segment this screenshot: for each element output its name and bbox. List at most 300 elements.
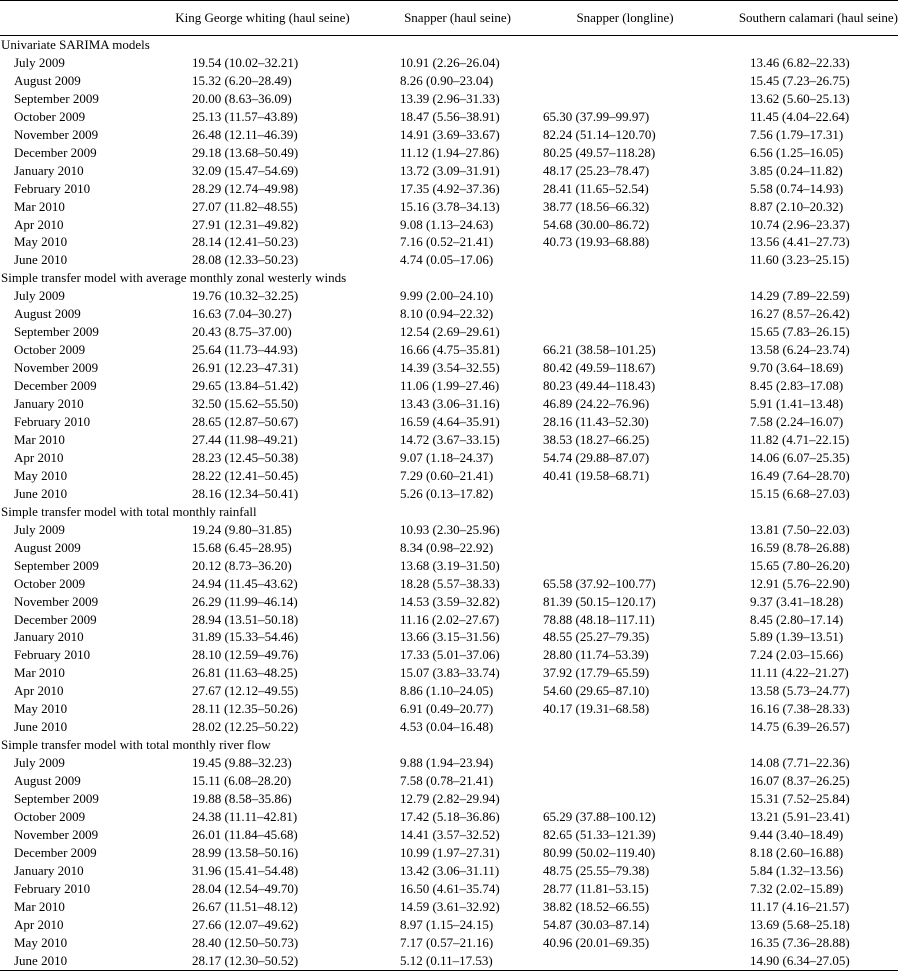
- snapper-longline-cell: 40.96 (20.01–69.35): [543, 934, 650, 950]
- table-row: [0, 485, 898, 503]
- king-george-whiting-cell: 28.11 (12.35–50.26): [192, 701, 298, 717]
- snapper-longline-cell: [540, 521, 710, 539]
- snapper-haul-seine-cell: 16.59 (4.64–35.91): [400, 414, 500, 430]
- king-george-whiting-cell: 28.94 (13.51–50.18): [192, 611, 299, 627]
- period-cell: Apr 2010: [14, 916, 64, 932]
- section-sarima: [0, 36, 898, 54]
- snapper-haul-seine-cell: 17.35 (4.92–37.36): [400, 180, 500, 196]
- southern-calamari-cell: 5.58 (0.74–14.93): [750, 180, 844, 196]
- snapper-longline-cell: 54.60 (29.65–87.10): [543, 683, 650, 699]
- southern-calamari-cell: 11.17 (4.16–21.57): [750, 898, 850, 914]
- period-cell: June 2010: [14, 952, 68, 968]
- snapper-longline-cell: [540, 485, 710, 503]
- snapper-haul-seine-cell: 18.47 (5.56–38.91): [400, 108, 500, 124]
- period-cell: October 2009: [14, 575, 86, 591]
- table-body: [0, 36, 898, 971]
- table-row: [0, 700, 898, 718]
- table-row: [0, 395, 898, 413]
- southern-calamari-cell: 9.37 (3.41–18.28): [750, 593, 844, 609]
- snapper-longline-cell: [540, 54, 710, 72]
- table-row: [0, 952, 898, 970]
- southern-calamari-cell: 14.06 (6.07–25.35): [750, 449, 850, 465]
- snapper-haul-seine-cell: 4.53 (0.04–16.48): [400, 719, 494, 735]
- snapper-longline-cell: 40.17 (19.31–68.58): [543, 701, 650, 717]
- snapper-longline-cell: [540, 90, 710, 108]
- snapper-haul-seine-cell: 10.93 (2.30–25.96): [400, 521, 500, 537]
- southern-calamari-cell: 9.44 (3.40–18.49): [750, 826, 844, 842]
- king-george-whiting-cell: 19.76 (10.32–32.25): [192, 288, 299, 304]
- snapper-haul-seine-cell: 7.17 (0.57–21.16): [400, 934, 494, 950]
- period-cell: November 2009: [14, 360, 99, 376]
- section-river-flow: [0, 736, 898, 754]
- table-row: [0, 611, 898, 629]
- snapper-haul-seine-cell: 8.10 (0.94–22.32): [400, 306, 494, 322]
- southern-calamari-cell: 14.90 (6.34–27.05): [750, 952, 850, 968]
- period-cell: Apr 2010: [14, 683, 64, 699]
- table-row: [0, 413, 898, 431]
- southern-calamari-cell: 11.82 (4.71–22.15): [750, 431, 850, 447]
- snapper-longline-cell: [540, 754, 710, 772]
- snapper-longline-cell: 65.58 (37.92–100.77): [543, 575, 656, 591]
- southern-calamari-cell: 16.59 (8.78–26.88): [750, 539, 850, 555]
- king-george-whiting-cell: 27.07 (11.82–48.55): [192, 198, 298, 214]
- southern-calamari-cell: 9.70 (3.64–18.69): [750, 360, 844, 376]
- snapper-haul-seine-cell: 7.58 (0.78–21.41): [400, 773, 494, 789]
- table-row: [0, 826, 898, 844]
- snapper-longline-cell: 80.42 (49.59–118.67): [543, 360, 656, 376]
- snapper-longline-cell: 66.21 (38.58–101.25): [543, 342, 656, 358]
- snapper-haul-seine-cell: 9.99 (2.00–24.10): [400, 288, 494, 304]
- period-cell: May 2010: [14, 701, 68, 717]
- king-george-whiting-cell: 26.81 (11.63–48.25): [192, 665, 298, 681]
- southern-calamari-cell: 16.07 (8.37–26.25): [750, 773, 850, 789]
- snapper-haul-seine-cell: 8.26 (0.90–23.04): [400, 72, 494, 88]
- king-george-whiting-cell: 29.18 (13.68–50.49): [192, 144, 299, 160]
- snapper-longline-cell: [540, 305, 710, 323]
- snapper-longline-cell: 46.89 (24.22–76.96): [543, 396, 650, 412]
- snapper-longline-cell: [540, 323, 710, 341]
- period-cell: October 2009: [14, 108, 86, 124]
- king-george-whiting-cell: 15.11 (6.08–28.20): [192, 773, 292, 789]
- snapper-haul-seine-cell: 9.07 (1.18–24.37): [400, 449, 494, 465]
- snapper-longline-cell: [540, 557, 710, 575]
- table-row: [0, 754, 898, 772]
- southern-calamari-cell: 5.84 (1.32–13.56): [750, 862, 844, 878]
- king-george-whiting-cell: 24.38 (11.11–42.81): [192, 808, 298, 824]
- king-george-whiting-cell: 28.16 (12.34–50.41): [192, 485, 299, 501]
- snapper-longline-cell: 40.73 (19.93–68.88): [543, 234, 650, 250]
- snapper-longline-cell: 40.41 (19.58–68.71): [543, 467, 650, 483]
- king-george-whiting-cell: 19.45 (9.88–32.23): [192, 755, 292, 771]
- king-george-whiting-cell: 25.64 (11.73–44.93): [192, 342, 298, 358]
- snapper-haul-seine-cell: 13.66 (3.15–31.56): [400, 629, 500, 645]
- snapper-longline-cell: 80.25 (49.57–118.28): [543, 144, 656, 160]
- snapper-haul-seine-cell: 9.88 (1.94–23.94): [400, 755, 494, 771]
- table-row: [0, 180, 898, 198]
- period-cell: Apr 2010: [14, 449, 64, 465]
- snapper-longline-cell: 65.30 (37.99–99.97): [543, 108, 650, 124]
- section-westerly-winds: [0, 269, 898, 287]
- table-row: [0, 377, 898, 395]
- southern-calamari-cell: 15.15 (6.68–27.03): [750, 485, 850, 501]
- snapper-longline-cell: 38.53 (18.27–66.25): [543, 431, 650, 447]
- southern-calamari-cell: 3.85 (0.24–11.82): [750, 162, 843, 178]
- snapper-haul-seine-cell: 14.72 (3.67–33.15): [400, 431, 500, 447]
- table-row: [0, 718, 898, 736]
- snapper-haul-seine-cell: 11.16 (2.02–27.67): [400, 611, 500, 627]
- snapper-longline-cell: [540, 790, 710, 808]
- header-southern-calamari: Southern calamari (haul seine): [738, 10, 898, 25]
- king-george-whiting-cell: 28.22 (12.41–50.45): [192, 467, 299, 483]
- section-rainfall: [0, 503, 898, 521]
- snapper-haul-seine-cell: 18.28 (5.57–38.33): [400, 575, 500, 591]
- southern-calamari-cell: 10.74 (2.96–23.37): [750, 216, 850, 232]
- snapper-haul-seine-cell: 12.54 (2.69–29.61): [400, 324, 500, 340]
- period-cell: January 2010: [14, 162, 84, 178]
- southern-calamari-cell: 13.21 (5.91–23.41): [750, 808, 850, 824]
- king-george-whiting-cell: 27.67 (12.12–49.55): [192, 683, 299, 699]
- snapper-longline-cell: [540, 772, 710, 790]
- southern-calamari-cell: 5.91 (1.41–13.48): [750, 396, 844, 412]
- king-george-whiting-cell: 28.08 (12.33–50.23): [192, 252, 299, 268]
- snapper-longline-cell: 28.80 (11.74–53.39): [543, 647, 649, 663]
- table-row: [0, 341, 898, 359]
- period-cell: July 2009: [14, 288, 65, 304]
- southern-calamari-cell: 8.45 (2.80–17.14): [750, 611, 844, 627]
- period-cell: October 2009: [14, 808, 86, 824]
- table-row: [0, 144, 898, 162]
- king-george-whiting-cell: 24.94 (11.45–43.62): [192, 575, 298, 591]
- king-george-whiting-cell: 26.48 (12.11–46.39): [192, 126, 298, 142]
- table-row: [0, 772, 898, 790]
- snapper-haul-seine-cell: 14.39 (3.54–32.55): [400, 360, 500, 376]
- snapper-longline-cell: 82.65 (51.33–121.39): [543, 826, 656, 842]
- snapper-haul-seine-cell: 14.91 (3.69–33.67): [400, 126, 500, 142]
- snapper-haul-seine-cell: 14.59 (3.61–32.92): [400, 898, 500, 914]
- snapper-longline-cell: 65.29 (37.88–100.12): [543, 808, 656, 824]
- snapper-longline-cell: 28.77 (11.81–53.15): [543, 880, 649, 896]
- king-george-whiting-cell: 20.12 (8.73–36.20): [192, 557, 292, 573]
- snapper-haul-seine-cell: 12.79 (2.82–29.94): [400, 791, 500, 807]
- table-row: [0, 305, 898, 323]
- king-george-whiting-cell: 27.44 (11.98–49.21): [192, 431, 298, 447]
- table-row: [0, 557, 898, 575]
- table-row: [0, 251, 898, 269]
- southern-calamari-cell: 15.65 (7.83–26.15): [750, 324, 850, 340]
- table-row: [0, 90, 898, 108]
- period-cell: August 2009: [14, 773, 81, 789]
- table-row: [0, 916, 898, 934]
- period-cell: November 2009: [14, 826, 99, 842]
- king-george-whiting-cell: 27.91 (12.31–49.82): [192, 216, 299, 232]
- table-row: [0, 359, 898, 377]
- king-george-whiting-cell: 32.09 (15.47–54.69): [192, 162, 299, 178]
- header-row: [0, 1, 898, 36]
- period-cell: December 2009: [14, 144, 97, 160]
- table-row: [0, 664, 898, 682]
- southern-calamari-cell: 15.65 (7.80–26.20): [750, 557, 850, 573]
- table-row: [0, 844, 898, 862]
- period-cell: August 2009: [14, 539, 81, 555]
- southern-calamari-cell: 7.32 (2.02–15.89): [750, 880, 844, 896]
- table-row: [0, 646, 898, 664]
- period-cell: February 2010: [14, 180, 91, 196]
- table-row: [0, 862, 898, 880]
- snapper-haul-seine-cell: 14.41 (3.57–32.52): [400, 826, 500, 842]
- table-row: [0, 126, 898, 144]
- southern-calamari-cell: 14.75 (6.39–26.57): [750, 719, 850, 735]
- southern-calamari-cell: 7.24 (2.03–15.66): [750, 647, 844, 663]
- king-george-whiting-cell: 16.63 (7.04–30.27): [192, 306, 292, 322]
- snapper-longline-cell: [540, 72, 710, 90]
- period-cell: December 2009: [14, 378, 97, 394]
- king-george-whiting-cell: 28.14 (12.41–50.23): [192, 234, 299, 250]
- snapper-haul-seine-cell: 14.53 (3.59–32.82): [400, 593, 500, 609]
- snapper-haul-seine-cell: 11.12 (1.94–27.86): [400, 144, 500, 160]
- period-cell: June 2010: [14, 719, 68, 735]
- southern-calamari-cell: 13.58 (6.24–23.74): [750, 342, 850, 358]
- snapper-longline-cell: 54.68 (30.00–86.72): [543, 216, 650, 232]
- snapper-longline-cell: 38.77 (18.56–66.32): [543, 198, 650, 214]
- snapper-haul-seine-cell: 13.42 (3.06–31.11): [400, 862, 500, 878]
- table-row: [0, 431, 898, 449]
- king-george-whiting-cell: 28.23 (12.45–50.38): [192, 449, 299, 465]
- southern-calamari-cell: 16.35 (7.36–28.88): [750, 934, 850, 950]
- table-row: [0, 216, 898, 234]
- snapper-longline-cell: 37.92 (17.79–65.59): [543, 665, 650, 681]
- southern-calamari-cell: 7.56 (1.79–17.31): [750, 126, 844, 142]
- period-cell: July 2009: [14, 755, 65, 771]
- snapper-longline-cell: 48.75 (25.55–79.38): [543, 862, 650, 878]
- period-cell: September 2009: [14, 791, 99, 807]
- section-title: Simple transfer model with average monthly zonal westerly winds: [1, 270, 347, 286]
- king-george-whiting-cell: 29.65 (13.84–51.42): [192, 378, 299, 394]
- southern-calamari-cell: 13.69 (5.68–25.18): [750, 916, 850, 932]
- snapper-haul-seine-cell: 6.91 (0.49–20.77): [400, 701, 494, 717]
- table-row: [0, 323, 898, 341]
- period-cell: May 2010: [14, 934, 68, 950]
- snapper-haul-seine-cell: 5.12 (0.11–17.53): [400, 952, 493, 968]
- king-george-whiting-cell: 19.54 (10.02–32.21): [192, 54, 299, 70]
- table-row: [0, 898, 898, 916]
- snapper-haul-seine-cell: 5.26 (0.13–17.82): [400, 485, 494, 501]
- period-cell: Apr 2010: [14, 216, 64, 232]
- snapper-haul-seine-cell: 16.50 (4.61–35.74): [400, 880, 500, 896]
- period-cell: Mar 2010: [14, 431, 65, 447]
- king-george-whiting-cell: 20.43 (8.75–37.00): [192, 324, 292, 340]
- table-row: [0, 467, 898, 485]
- southern-calamari-cell: 7.58 (2.24–16.07): [750, 414, 844, 430]
- table-row: [0, 72, 898, 90]
- southern-calamari-cell: 13.58 (5.73–24.77): [750, 683, 850, 699]
- king-george-whiting-cell: 19.24 (9.80–31.85): [192, 521, 292, 537]
- snapper-longline-cell: 82.24 (51.14–120.70): [543, 126, 656, 142]
- snapper-longline-cell: 48.17 (25.23–78.47): [543, 162, 650, 178]
- snapper-haul-seine-cell: 16.66 (4.75–35.81): [400, 342, 500, 358]
- snapper-haul-seine-cell: 13.68 (3.19–31.50): [400, 557, 500, 573]
- southern-calamari-cell: 11.45 (4.04–22.64): [750, 108, 850, 124]
- king-george-whiting-cell: 28.99 (13.58–50.16): [192, 844, 299, 860]
- king-george-whiting-cell: 28.40 (12.50–50.73): [192, 934, 299, 950]
- snapper-haul-seine-cell: 13.43 (3.06–31.16): [400, 396, 500, 412]
- table-header: [0, 1, 898, 36]
- southern-calamari-cell: 16.27 (8.57–26.42): [750, 306, 850, 322]
- table-row: [0, 521, 898, 539]
- period-cell: February 2010: [14, 880, 91, 896]
- snapper-longline-cell: 28.16 (11.43–52.30): [543, 414, 649, 430]
- period-cell: June 2010: [14, 485, 68, 501]
- king-george-whiting-cell: 28.65 (12.87–50.67): [192, 414, 299, 430]
- table-row: [0, 233, 898, 251]
- snapper-longline-cell: 78.88 (48.18–117.11): [543, 611, 655, 627]
- snapper-longline-cell: 48.55 (25.27–79.35): [543, 629, 650, 645]
- snapper-longline-cell: [540, 952, 710, 970]
- snapper-longline-cell: 54.74 (29.88–87.07): [543, 449, 650, 465]
- snapper-haul-seine-cell: 8.34 (0.98–22.92): [400, 539, 494, 555]
- table-row: [0, 108, 898, 126]
- period-cell: February 2010: [14, 414, 91, 430]
- southern-calamari-cell: 15.45 (7.23–26.75): [750, 72, 850, 88]
- southern-calamari-cell: 13.56 (4.41–27.73): [750, 234, 850, 250]
- snapper-haul-seine-cell: 7.16 (0.52–21.41): [400, 234, 494, 250]
- period-cell: August 2009: [14, 72, 81, 88]
- king-george-whiting-cell: 32.50 (15.62–55.50): [192, 396, 299, 412]
- table-row: [0, 449, 898, 467]
- section-title: Simple transfer model with total monthly river flow: [1, 737, 271, 753]
- king-george-whiting-cell: 28.17 (12.30–50.52): [192, 952, 299, 968]
- period-cell: September 2009: [14, 557, 99, 573]
- period-cell: Mar 2010: [14, 898, 65, 914]
- southern-calamari-cell: 8.87 (2.10–20.32): [750, 198, 844, 214]
- table-row: [0, 880, 898, 898]
- snapper-haul-seine-cell: 15.07 (3.83–33.74): [400, 665, 500, 681]
- period-cell: May 2010: [14, 467, 68, 483]
- snapper-haul-seine-cell: 13.39 (2.96–31.33): [400, 90, 500, 106]
- southern-calamari-cell: 14.08 (7.71–22.36): [750, 755, 850, 771]
- king-george-whiting-cell: 26.01 (11.84–45.68): [192, 826, 298, 842]
- snapper-longline-cell: 80.99 (50.02–119.40): [543, 844, 656, 860]
- table-row: [0, 539, 898, 557]
- period-cell: July 2009: [14, 521, 65, 537]
- southern-calamari-cell: 16.16 (7.38–28.33): [750, 701, 850, 717]
- table-row: [0, 790, 898, 808]
- snapper-haul-seine-cell: 7.29 (0.60–21.41): [400, 467, 494, 483]
- period-cell: June 2010: [14, 252, 68, 268]
- king-george-whiting-cell: 26.67 (11.51–48.12): [192, 898, 298, 914]
- snapper-haul-seine-cell: 10.91 (2.26–26.04): [400, 54, 500, 70]
- king-george-whiting-cell: 28.02 (12.25–50.22): [192, 719, 299, 735]
- table-row: [0, 287, 898, 305]
- snapper-haul-seine-cell: 15.16 (3.78–34.13): [400, 198, 500, 214]
- king-george-whiting-cell: 26.91 (12.23–47.31): [192, 360, 299, 376]
- snapper-haul-seine-cell: 17.42 (5.18–36.86): [400, 808, 500, 824]
- period-cell: October 2009: [14, 342, 86, 358]
- southern-calamari-cell: 8.18 (2.60–16.88): [750, 844, 844, 860]
- snapper-longline-cell: 54.87 (30.03–87.14): [543, 916, 650, 932]
- king-george-whiting-cell: 31.96 (15.41–54.48): [192, 862, 299, 878]
- snapper-haul-seine-cell: 8.97 (1.15–24.15): [400, 916, 494, 932]
- table-row: [0, 54, 898, 72]
- header-period: [0, 1, 150, 36]
- snapper-longline-cell: 80.23 (49.44–118.43): [543, 378, 656, 394]
- king-george-whiting-cell: 28.10 (12.59–49.76): [192, 647, 299, 663]
- snapper-haul-seine-cell: 9.08 (1.13–24.63): [400, 216, 494, 232]
- southern-calamari-cell: 11.11 (4.22–21.27): [750, 665, 849, 681]
- king-george-whiting-cell: 25.13 (11.57–43.89): [192, 108, 298, 124]
- period-cell: December 2009: [14, 844, 97, 860]
- snapper-longline-cell: [540, 287, 710, 305]
- table-row: [0, 682, 898, 700]
- southern-calamari-cell: 6.56 (1.25–16.05): [750, 144, 844, 160]
- king-george-whiting-cell: 27.66 (12.07–49.62): [192, 916, 299, 932]
- southern-calamari-cell: 8.45 (2.83–17.08): [750, 378, 844, 394]
- southern-calamari-cell: 13.81 (7.50–22.03): [750, 521, 850, 537]
- period-cell: September 2009: [14, 324, 99, 340]
- southern-calamari-cell: 14.29 (7.89–22.59): [750, 288, 850, 304]
- king-george-whiting-cell: 28.29 (12.74–49.98): [192, 180, 299, 196]
- king-george-whiting-cell: 15.32 (6.20–28.49): [192, 72, 292, 88]
- snapper-haul-seine-cell: 10.99 (1.97–27.31): [400, 844, 500, 860]
- table-row: [0, 575, 898, 593]
- period-cell: January 2010: [14, 862, 84, 878]
- table-row: [0, 628, 898, 646]
- southern-calamari-cell: 15.31 (7.52–25.84): [750, 791, 850, 807]
- snapper-haul-seine-cell: 8.86 (1.10–24.05): [400, 683, 494, 699]
- period-cell: July 2009: [14, 54, 65, 70]
- southern-calamari-cell: 12.91 (5.76–22.90): [750, 575, 850, 591]
- period-cell: September 2009: [14, 90, 99, 106]
- king-george-whiting-cell: 26.29 (11.99–46.14): [192, 593, 298, 609]
- table-row: [0, 162, 898, 180]
- table-row: [0, 593, 898, 611]
- southern-calamari-cell: 16.49 (7.64–28.70): [750, 467, 850, 483]
- snapper-longline-cell: [540, 251, 710, 269]
- snapper-longline-cell: 81.39 (50.15–120.17): [543, 593, 656, 609]
- period-cell: December 2009: [14, 611, 97, 627]
- period-cell: February 2010: [14, 647, 91, 663]
- table-row: [0, 934, 898, 952]
- king-george-whiting-cell: 19.88 (8.58–35.86): [192, 791, 292, 807]
- snapper-haul-seine-cell: 4.74 (0.05–17.06): [400, 252, 494, 268]
- period-cell: November 2009: [14, 593, 99, 609]
- section-title: Univariate SARIMA models: [1, 37, 150, 52]
- snapper-longline-cell: 28.41 (11.65–52.54): [543, 180, 649, 196]
- southern-calamari-cell: 13.46 (6.82–22.33): [750, 54, 850, 70]
- header-snapper-longline: Snapper (longline): [576, 10, 674, 25]
- southern-calamari-cell: 13.62 (5.60–25.13): [750, 90, 850, 106]
- snapper-longline-cell: [540, 718, 710, 736]
- period-cell: November 2009: [14, 126, 99, 142]
- period-cell: January 2010: [14, 396, 84, 412]
- period-cell: January 2010: [14, 629, 84, 645]
- snapper-longline-cell: 38.82 (18.52–66.55): [543, 898, 650, 914]
- table-row: [0, 808, 898, 826]
- header-king-george-whiting: King George whiting (haul seine): [175, 10, 350, 25]
- snapper-longline-cell: [540, 539, 710, 557]
- king-george-whiting-cell: 20.00 (8.63–36.09): [192, 90, 292, 106]
- king-george-whiting-cell: 31.89 (15.33–54.46): [192, 629, 299, 645]
- king-george-whiting-cell: 15.68 (6.45–28.95): [192, 539, 292, 555]
- section-title: Simple transfer model with total monthly rainfall: [1, 503, 257, 519]
- snapper-haul-seine-cell: 11.06 (1.99–27.46): [400, 378, 500, 394]
- header-snapper-haul-seine: Snapper (haul seine): [404, 10, 511, 25]
- snapper-haul-seine-cell: 17.33 (5.01–37.06): [400, 647, 500, 663]
- southern-calamari-cell: 5.89 (1.39–13.51): [750, 629, 844, 645]
- snapper-haul-seine-cell: 13.72 (3.09–31.91): [400, 162, 500, 178]
- table-row: [0, 198, 898, 216]
- southern-calamari-cell: 11.60 (3.23–25.15): [750, 252, 850, 268]
- period-cell: Mar 2010: [14, 198, 65, 214]
